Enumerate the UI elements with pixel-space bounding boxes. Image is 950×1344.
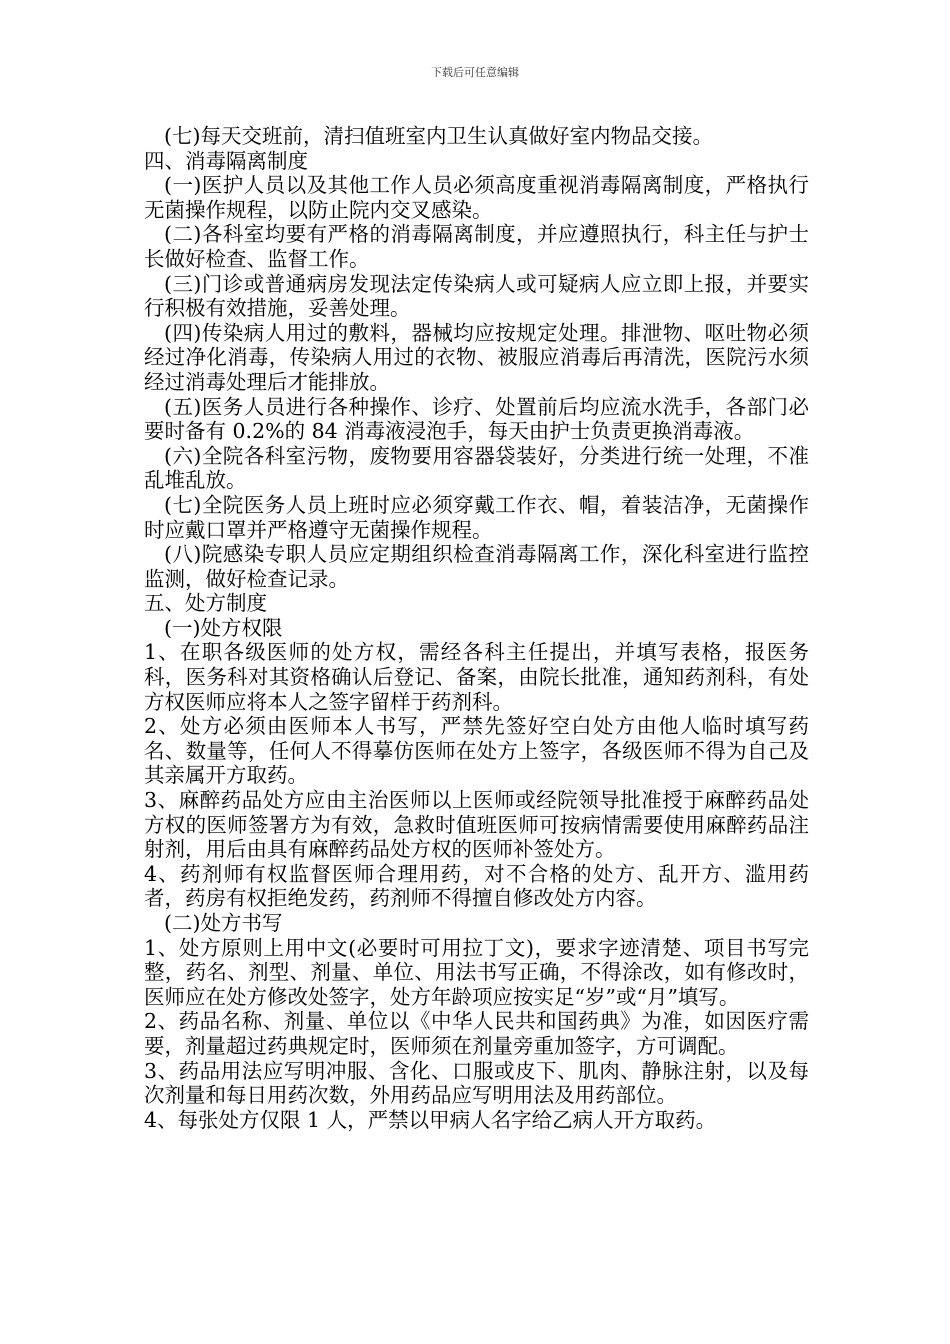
paragraph: (八)院感染专职人员应定期组织检查消毒隔离工作，深化科室进行监控监测，做好检查记录。 <box>144 542 809 591</box>
paragraph: (三)门诊或普通病房发现法定传染病人或可疑病人应立即上报，并要实行积极有效措施，妥善处理。 <box>144 271 809 321</box>
section-heading: 四、消毒隔离制度 <box>144 148 308 173</box>
paragraph: 2、处方必须由医师本人书写，严禁先签好空白处方由他人临时填写药名、数量等，任何人不得摹仿医师在处方上签字，各级医师不得为自己及其亲属开方取药。 <box>144 714 809 788</box>
paragraph: 3、麻醉药品处方应由主治医师以上医师或经院领导批准授于麻醉药品处方权的医师签署方为有效，急救时值班医师可按病情需要使用麻醉药品注射剂，用后由具有麻醉药品处方权的医师补签处方。 <box>144 788 809 862</box>
document-body <box>144 124 809 1132</box>
paragraph: (六)全院各科室污物，废物要用容器袋装好，分类进行统一处理，不准乱堆乱放。 <box>144 443 809 493</box>
paragraph: 1、处方原则上用中文(必要时可用拉丁文)，要求字迹清楚、项目书写完整，药名、剂型、剂量、单位、用法书写正确，不得涂改，如有修改时，医师应在处方修改处签字，处方年龄项应按实足“岁”或“月”填写。 <box>144 935 809 1009</box>
paragraph: (四)传染病人用过的敷料，器械均应按规定处理。排泄物、呕吐物必须经过净化消毒，传染病人用过的衣物、被服应消毒后再清洗，医院污水须经过消毒处理后才能排放。 <box>144 320 809 394</box>
paragraph: 3、药品用法应写明冲服、含化、口服或皮下、肌肉、静脉注射，以及每次剂量和每日用药次数，外用药品应写明用法及用药部位。 <box>144 1058 809 1108</box>
paragraph: (七)全院医务人员上班时应必须穿戴工作衣、帽，着装洁净，无菌操作时应戴口罩并严格遵守无菌操作规程。 <box>144 492 809 542</box>
page-header: 下载后可任意编辑 <box>431 66 519 79</box>
subsection-heading: (二)处方书写 <box>164 911 283 935</box>
paragraph: 2、药品名称、剂量、单位以《中华人民共和国药典》为准，如因医疗需要，剂量超过药典规定时，医师须在剂量旁重加签字，方可调配。 <box>144 1009 809 1058</box>
subsection-heading: (一)处方权限 <box>164 615 283 640</box>
paragraph: (二)各科室均要有严格的消毒隔离制度，并应遵照执行，科主任与护士长做好检查、监督工作。 <box>144 222 809 271</box>
paragraph: (一)医护人员以及其他工作人员必须高度重视消毒隔离制度，严格执行无菌操作规程，以防止院内交叉感染。 <box>144 173 809 222</box>
paragraph: (七)每天交班前，清扫值班室内卫生认真做好室内物品交接。 <box>164 124 713 148</box>
paragraph: 4、每张处方仅限 1 人，严禁以甲病人名字给乙病人开方取药。 <box>144 1107 717 1132</box>
paragraph: 4、药剂师有权监督医师合理用药，对不合格的处方、乱开方、滥用药者，药房有权拒绝发药，药剂师不得擅自修改处方内容。 <box>144 861 809 911</box>
paragraph: (五)医务人员进行各种操作、诊疗、处置前后均应流水洗手，各部门必要时备有 0.2%的 84 消毒液浸泡手，每天由护士负责更换消毒液。 <box>144 394 809 444</box>
section-heading: 五、处方制度 <box>144 591 267 616</box>
paragraph: 1、在职各级医师的处方权，需经各科主任提出，并填写表格，报医务科，医务科对其资格确认后登记、备案，由院长批准，通知药剂科，有处方权医师应将本人之签字留样于药剂科。 <box>144 640 809 714</box>
